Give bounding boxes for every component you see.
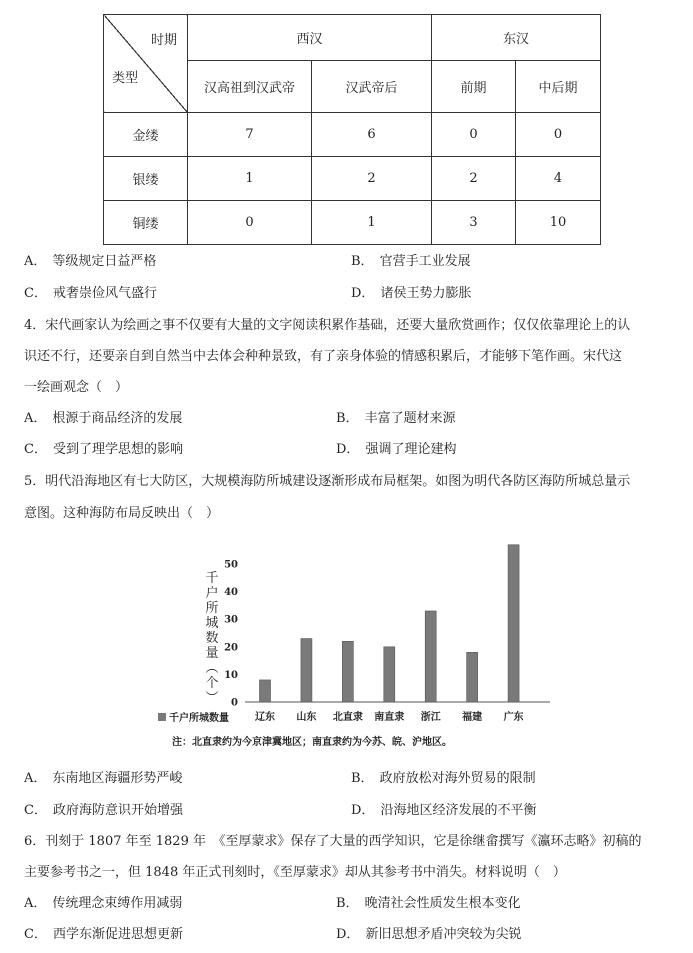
y-axis-label-char: ︶ xyxy=(205,691,219,706)
table-corner-cell xyxy=(104,15,188,113)
header-eastern-han: 东汉 xyxy=(432,15,601,61)
q6-option-c[interactable]: C． 西学东渐促进思想更新 xyxy=(24,927,183,942)
q6-option-a[interactable]: A． 传统理念束缚作用减弱 xyxy=(24,896,183,911)
q4-option-b[interactable]: B． 丰富了题材来源 xyxy=(336,411,456,426)
bar-北直隶 xyxy=(342,641,353,702)
table-cell: 10 xyxy=(516,201,601,245)
q5-option-d[interactable]: D． 沿海地区经济发展的不平衡 xyxy=(351,803,537,818)
coastal-fort-bar-chart xyxy=(150,530,570,755)
x-tick-label: 福建 xyxy=(462,712,483,723)
q3-option-d[interactable]: D． 诸侯王势力膨胀 xyxy=(351,286,472,301)
table-row xyxy=(104,113,601,157)
x-tick-label: 南直隶 xyxy=(374,712,405,723)
header-period: 中后期 xyxy=(516,61,601,113)
q3-option-a[interactable]: A． 等级规定日益严格 xyxy=(24,254,157,269)
q4-stem-line: 识还不行，还要亲自到自然当中去体会种种景致，有了亲身体验的情感积累后，才能够下笔作画。宋代这 xyxy=(24,349,623,364)
y-axis-label xyxy=(205,571,218,706)
table-cell: 0 xyxy=(188,201,312,245)
y-axis-label-char: 千 xyxy=(205,571,219,586)
header-period: 汉高祖到汉武帝 xyxy=(188,61,312,113)
q3-option-b[interactable]: B． 官营手工业发展 xyxy=(351,254,471,269)
header-period: 汉武帝后 xyxy=(312,61,432,113)
row-type: 铜缕 xyxy=(104,201,188,245)
q5-option-b[interactable]: B． 政府放松对海外贸易的限制 xyxy=(351,771,536,786)
bar-南直隶 xyxy=(384,647,395,702)
table-cell: 2 xyxy=(312,157,432,201)
q4-stem-line: 4．宋代画家认为绘画之事不仅要有大量的文字阅读积累作基础，还要大量欣赏画作；仅仅依靠理论上的认 xyxy=(24,318,631,333)
y-tick-label: 50 xyxy=(224,559,238,571)
q5-stem-line: 意图。这种海防布局反映出（ ） xyxy=(24,506,220,521)
q3-option-c[interactable]: C． 戒奢崇俭风气盛行 xyxy=(24,286,157,301)
bar-浙江 xyxy=(425,611,436,702)
header-period: 前期 xyxy=(432,61,516,113)
corner-label-type: 类型 xyxy=(112,71,139,86)
row-type: 金缕 xyxy=(104,113,188,157)
chart-note: 注：北直隶约为今京津冀地区；南直隶约为今苏、皖、沪地区。 xyxy=(172,737,452,748)
bars xyxy=(260,545,520,702)
bar-福建 xyxy=(467,652,478,702)
table-cell: 7 xyxy=(188,113,312,157)
q6-stem-line: 6．刊刻于 1807 年至 1829 年 《至厚蒙求》保存了大量的西学知识，它是徐继畲撰写《瀛环志略》初稿的 xyxy=(24,834,642,849)
y-axis-ticks xyxy=(224,560,238,709)
jade-suit-table xyxy=(103,14,601,245)
x-tick-label: 北直隶 xyxy=(332,712,363,723)
y-tick-label: 40 xyxy=(224,587,238,599)
y-axis-label-char: 个 xyxy=(205,676,219,691)
corner-label-period: 时期 xyxy=(150,33,177,48)
q6-option-b[interactable]: B． 晚清社会性质发生根本变化 xyxy=(336,896,521,911)
table-cell: 4 xyxy=(516,157,601,201)
y-axis-label-char: 户 xyxy=(205,586,219,601)
table-row xyxy=(104,157,601,201)
y-axis-label-char: 量 xyxy=(205,646,219,661)
legend-swatch xyxy=(158,713,166,721)
bar-辽东 xyxy=(260,680,271,702)
y-tick-label: 30 xyxy=(224,614,238,626)
table-cell: 0 xyxy=(516,113,601,157)
y-tick-label: 0 xyxy=(231,697,238,709)
y-tick-label: 20 xyxy=(224,642,238,654)
q5-option-a[interactable]: A． 东南地区海疆形势严峻 xyxy=(24,771,183,786)
table-cell: 6 xyxy=(312,113,432,157)
table-cell: 2 xyxy=(432,157,516,201)
x-tick-label: 辽东 xyxy=(255,712,275,723)
bar-山东 xyxy=(301,639,312,702)
table-row xyxy=(104,201,601,245)
q5-stem-line: 5．明代沿海地区有七大防区，大规模海防所城建设逐渐形成布局框架。如图为明代各防区海防所城总量示 xyxy=(24,474,631,489)
table-cell: 1 xyxy=(188,157,312,201)
y-axis-label-char: ︵ xyxy=(205,661,219,676)
row-type: 银缕 xyxy=(104,157,188,201)
header-western-han: 西汉 xyxy=(188,15,432,61)
y-axis-label-char: 城 xyxy=(205,616,219,631)
legend-label: 千户所城数量 xyxy=(169,713,229,724)
x-tick-label: 广东 xyxy=(503,712,524,723)
y-tick-label: 10 xyxy=(224,669,238,681)
table-cell: 1 xyxy=(312,201,432,245)
q6-option-d[interactable]: D． 新旧思想矛盾冲突较为尖锐 xyxy=(336,927,522,942)
q6-stem-line: 主要参考书之一，但 1848 年正式刊刻时，《至厚蒙求》却从其参考书中消失。材料说明（ ） xyxy=(24,865,566,880)
q4-option-a[interactable]: A． 根源于商品经济的发展 xyxy=(24,411,183,426)
bar-广东 xyxy=(508,545,519,702)
x-tick-label: 浙江 xyxy=(420,712,441,723)
q5-option-c[interactable]: C． 政府海防意识开始增强 xyxy=(24,803,183,818)
q4-option-c[interactable]: C． 受到了理学思想的影响 xyxy=(24,442,183,457)
table-cell: 3 xyxy=(432,201,516,245)
y-axis-label-char: 数 xyxy=(205,631,219,646)
x-tick-label: 山东 xyxy=(296,712,317,723)
table-cell: 0 xyxy=(432,113,516,157)
x-axis-ticks xyxy=(255,710,524,723)
y-axis-label-char: 所 xyxy=(205,601,219,616)
q4-stem-line: 一绘画观念（ ） xyxy=(24,380,129,395)
q4-option-d[interactable]: D． 强调了理论建构 xyxy=(336,442,457,457)
